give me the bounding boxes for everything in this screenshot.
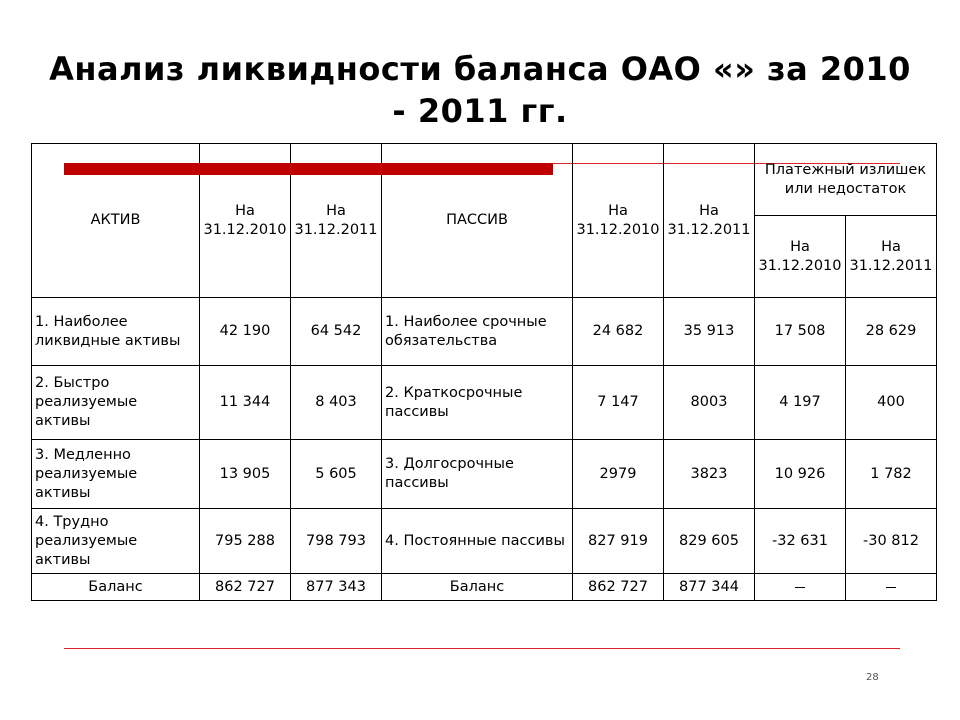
- dash-mark: [886, 587, 896, 588]
- aktiv-2011-value: 5 605: [291, 440, 382, 509]
- liquidity-table: [31, 143, 937, 601]
- surplus-2010-value: 17 508: [755, 298, 846, 366]
- passiv-2011-value: 829 605: [664, 509, 755, 574]
- slide-title: Анализ ликвидности баланса ОАО «» за 2010 - 2011 гг.: [49, 50, 911, 130]
- header-aktiv-2010: На 31.12.2010: [200, 144, 291, 298]
- balance-passiv-label: Баланс: [382, 574, 573, 601]
- passiv-2010-value: 7 147: [573, 366, 664, 440]
- passiv-label: 2. Краткосрочные пассивы: [382, 366, 573, 440]
- aktiv-2010-value: 42 190: [200, 298, 291, 366]
- table-row: [32, 366, 937, 440]
- page-number: 28: [866, 672, 879, 683]
- aktiv-label: 3. Медленно реализуемые активы: [32, 440, 200, 509]
- aktiv-2010-value: 13 905: [200, 440, 291, 509]
- aktiv-2011-value: 798 793: [291, 509, 382, 574]
- aktiv-2011-value: 8 403: [291, 366, 382, 440]
- surplus-2010-value: 4 197: [755, 366, 846, 440]
- accent-bar: [64, 163, 553, 175]
- balance-surplus-2011: [846, 574, 937, 601]
- surplus-2011-value: 1 782: [846, 440, 937, 509]
- surplus-2011-value: 28 629: [846, 298, 937, 366]
- header-passiv-2010: На 31.12.2010: [573, 144, 664, 298]
- table-row: [32, 440, 937, 509]
- table-row: [32, 509, 937, 574]
- balance-aktiv-2010: 862 727: [200, 574, 291, 601]
- aktiv-label: 4. Трудно реализуемые активы: [32, 509, 200, 574]
- header-aktiv-2011: На 31.12.2011: [291, 144, 382, 298]
- dash-mark: [795, 587, 805, 588]
- header-row-1: [32, 144, 937, 216]
- balance-aktiv-2011: 877 343: [291, 574, 382, 601]
- aktiv-2011-value: 64 542: [291, 298, 382, 366]
- balance-aktiv-label: Баланс: [32, 574, 200, 601]
- header-surplus-2010: На 31.12.2010: [755, 216, 846, 298]
- passiv-2010-value: 827 919: [573, 509, 664, 574]
- balance-surplus-2010: [755, 574, 846, 601]
- passiv-2011-value: 3823: [664, 440, 755, 509]
- header-aktiv: АКТИВ: [32, 144, 200, 298]
- passiv-2010-value: 2979: [573, 440, 664, 509]
- balance-passiv-2011: 877 344: [664, 574, 755, 601]
- header-passiv-2011: На 31.12.2011: [664, 144, 755, 298]
- surplus-2011-value: -30 812: [846, 509, 937, 574]
- passiv-2010-value: 24 682: [573, 298, 664, 366]
- header-surplus-2011: На 31.12.2011: [846, 216, 937, 298]
- header-surplus: Платежный излишек или недостаток: [755, 144, 937, 216]
- surplus-2010-value: 10 926: [755, 440, 846, 509]
- aktiv-label: 1. Наиболее ликвидные активы: [32, 298, 200, 366]
- surplus-2010-value: -32 631: [755, 509, 846, 574]
- table-row: [32, 298, 937, 366]
- passiv-2011-value: 35 913: [664, 298, 755, 366]
- passiv-label: 1. Наиболее срочные обязательства: [382, 298, 573, 366]
- bottom-divider-line: [64, 648, 900, 649]
- aktiv-label: 2. Быстро реализуемые активы: [32, 366, 200, 440]
- aktiv-2010-value: 795 288: [200, 509, 291, 574]
- passiv-2011-value: 8003: [664, 366, 755, 440]
- header-passiv: ПАССИВ: [382, 144, 573, 298]
- balance-passiv-2010: 862 727: [573, 574, 664, 601]
- surplus-2011-value: 400: [846, 366, 937, 440]
- passiv-label: 4. Постоянные пассивы: [382, 509, 573, 574]
- passiv-label: 3. Долгосрочные пассивы: [382, 440, 573, 509]
- aktiv-2010-value: 11 344: [200, 366, 291, 440]
- balance-row: [32, 574, 937, 601]
